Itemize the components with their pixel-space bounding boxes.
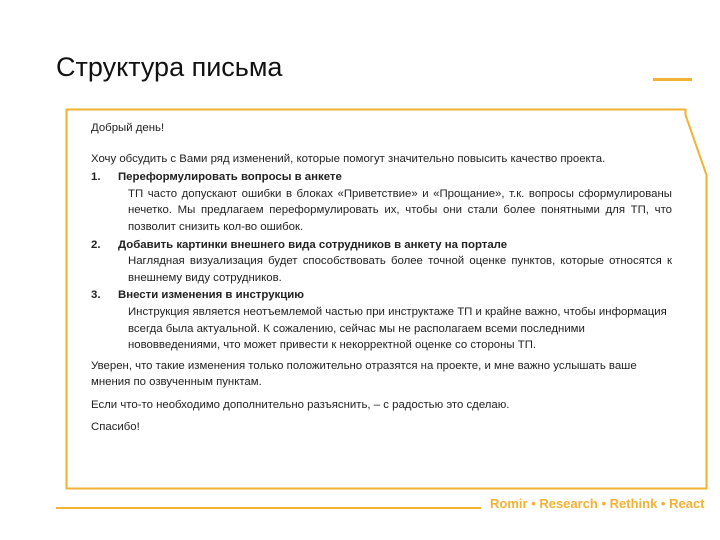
letter-body [91,120,672,435]
letter-greeting: Добрый день! [91,122,165,134]
slide-title: Структура письма [56,52,283,82]
item-number: 1. [91,171,101,184]
letter-item-1 [91,169,672,235]
item-number: 3. [91,289,101,302]
item-heading: Внести изменения в инструкцию [118,289,304,302]
title-accent-bar [653,78,692,81]
footer-line [56,507,481,509]
item-heading: Добавить картинки внешнего вида сотрудников в анкету на портале [118,238,508,251]
letter-request: Если что-то необходимо дополнительно разъяснить, – с радостью это сделаю. [91,398,510,411]
item-body: Наглядная визуализация будет способствовать более точной оценке пунктов, которые относятся к внешнему виду сотрудников. [128,255,672,284]
letter-item-2 [91,237,672,287]
letter-intro: Хочу обсудить с Вами ряд изменений, которые помогут значительно повысить качество проекта. [91,152,606,165]
letter-thanks: Спасибо! [91,420,140,433]
item-body: Инструкция является неотъемлемой частью при инструктаже ТП и крайне важно, чтобы информация всегда была актуальной. К сожалению, сейчас мы не располагаем всеми последними нововведениями, что может привести к некорректной оценке со стороны ТП. [128,305,667,352]
item-body: ТП часто допускают ошибки в блоках «Приветствие» и «Прощание», т.к. вопросы сформулированы нечетко. Мы предлагаем переформулировать их, чтобы они стали более понятными для ТП, что позволит снизить кол-во ошибок. [128,187,672,233]
brand-tagline: Romir • Research • Rethink • React [490,496,705,511]
item-heading: Переформулировать вопросы в анкете [118,171,342,184]
item-number: 2. [91,238,101,251]
letter-item-3 [91,287,672,353]
letter-closing: Уверен, что такие изменения только положительно отразятся на проекте, и мне важно услышать ваше мнения по озвученным пунктам. [91,359,637,389]
